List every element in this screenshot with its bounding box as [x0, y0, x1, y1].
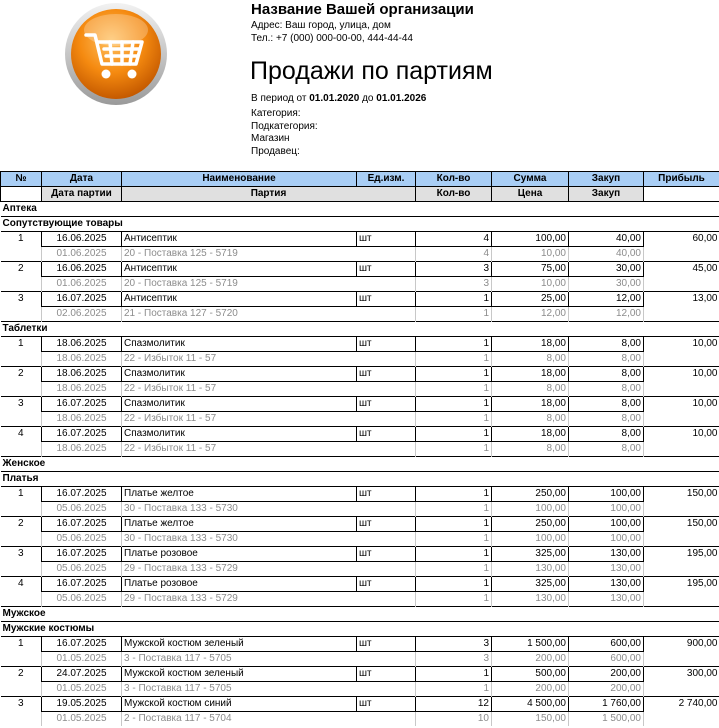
category-label: Аптека	[1, 202, 719, 217]
row-number: 3	[1, 397, 42, 412]
batch-cost: 1 500,00	[569, 712, 644, 727]
report-title: Продажи по партиям	[250, 57, 493, 85]
table-subheader-row	[1, 187, 719, 202]
batch-spacer-2	[644, 502, 719, 517]
table-row	[1, 262, 719, 277]
batch-spacer-2	[644, 412, 719, 427]
batch-date: 01.05.2025	[42, 682, 122, 697]
batch-spacer-2	[644, 682, 719, 697]
batch-date: 02.06.2025	[42, 307, 122, 322]
row-number: 2	[1, 517, 42, 532]
batch-qty: 4	[416, 247, 492, 262]
row-unit: шт	[357, 547, 416, 562]
batch-price: 100,00	[492, 502, 569, 517]
batch-cost: 130,00	[569, 562, 644, 577]
row-name: Антисептик	[122, 262, 357, 277]
batch-cost: 30,00	[569, 277, 644, 292]
batch-spacer-2	[644, 277, 719, 292]
batch-party: 22 - Избыток 11 - 57	[122, 442, 416, 457]
batch-cost: 100,00	[569, 502, 644, 517]
row-name: Спазмолитик	[122, 397, 357, 412]
row-name: Мужской костюм зеленый	[122, 637, 357, 652]
batch-spacer	[1, 352, 42, 367]
col-header-sum: Сумма	[492, 172, 569, 187]
period-mid: до	[362, 93, 374, 104]
batch-spacer-2	[644, 382, 719, 397]
row-sum: 325,00	[492, 577, 569, 592]
row-profit: 10,00	[644, 367, 719, 382]
batch-date: 18.06.2025	[42, 442, 122, 457]
row-unit: шт	[357, 697, 416, 712]
row-date: 24.07.2025	[42, 667, 122, 682]
category-label: Мужское	[1, 607, 719, 622]
col-header-batch-cost: Закуп	[569, 187, 644, 202]
row-date: 16.07.2025	[42, 547, 122, 562]
table-row	[1, 577, 719, 592]
row-sum: 25,00	[492, 292, 569, 307]
row-date: 18.06.2025	[42, 367, 122, 382]
subcategory-row	[1, 322, 719, 337]
row-qty: 12	[416, 697, 492, 712]
batch-party: 22 - Избыток 11 - 57	[122, 352, 416, 367]
batch-price: 130,00	[492, 562, 569, 577]
row-cost: 40,00	[569, 232, 644, 247]
batch-row	[1, 382, 719, 397]
row-name: Платье розовое	[122, 547, 357, 562]
batch-spacer	[1, 307, 42, 322]
batch-qty: 1	[416, 682, 492, 697]
subcategory-row	[1, 217, 719, 232]
batch-spacer-2	[644, 352, 719, 367]
batch-row	[1, 442, 719, 457]
batch-row	[1, 532, 719, 547]
batch-party: 22 - Избыток 11 - 57	[122, 412, 416, 427]
category-row	[1, 202, 719, 217]
batch-row	[1, 277, 719, 292]
table-row	[1, 232, 719, 247]
batch-spacer-2	[644, 442, 719, 457]
row-name: Антисептик	[122, 232, 357, 247]
row-profit: 150,00	[644, 487, 719, 502]
batch-spacer-2	[644, 532, 719, 547]
row-sum: 75,00	[492, 262, 569, 277]
row-qty: 1	[416, 367, 492, 382]
batch-price: 10,00	[492, 277, 569, 292]
batch-spacer	[1, 712, 42, 727]
row-unit: шт	[357, 292, 416, 307]
batch-date: 01.05.2025	[42, 712, 122, 727]
col-subheader-blank-2	[644, 187, 719, 202]
batch-date: 18.06.2025	[42, 352, 122, 367]
batch-date: 01.05.2025	[42, 652, 122, 667]
batch-spacer	[1, 277, 42, 292]
row-number: 1	[1, 637, 42, 652]
row-sum: 100,00	[492, 232, 569, 247]
batch-cost: 8,00	[569, 352, 644, 367]
col-header-batch: Партия	[122, 187, 416, 202]
col-header-name: Наименование	[122, 172, 357, 187]
batch-date: 18.06.2025	[42, 382, 122, 397]
filter-subcategory: Подкатегория:	[251, 120, 318, 132]
row-profit: 10,00	[644, 337, 719, 352]
batch-qty: 1	[416, 412, 492, 427]
period-date-to: 01.01.2026	[376, 93, 427, 104]
table-row	[1, 292, 719, 307]
col-header-date: Дата	[42, 172, 122, 187]
row-qty: 1	[416, 337, 492, 352]
batch-qty: 1	[416, 502, 492, 517]
row-date: 16.07.2025	[42, 577, 122, 592]
batch-price: 8,00	[492, 412, 569, 427]
row-unit: шт	[357, 337, 416, 352]
row-date: 16.07.2025	[42, 427, 122, 442]
batch-spacer	[1, 592, 42, 607]
batch-date: 05.06.2025	[42, 562, 122, 577]
subcategory-row	[1, 622, 719, 637]
batch-party: 3 - Поставка 117 - 5705	[122, 652, 416, 667]
table-row	[1, 547, 719, 562]
batch-price: 8,00	[492, 442, 569, 457]
shopping-cart-icon	[64, 2, 168, 106]
batch-date: 05.06.2025	[42, 502, 122, 517]
period-date-from: 01.01.2020	[309, 93, 360, 104]
row-profit: 900,00	[644, 637, 719, 652]
batch-spacer	[1, 682, 42, 697]
row-profit: 300,00	[644, 667, 719, 682]
row-cost: 12,00	[569, 292, 644, 307]
row-qty: 3	[416, 637, 492, 652]
table-row	[1, 667, 719, 682]
batch-party: 30 - Поставка 133 - 5730	[122, 532, 416, 547]
row-qty: 1	[416, 547, 492, 562]
batch-row	[1, 712, 719, 727]
batch-spacer	[1, 382, 42, 397]
batch-party: 3 - Поставка 117 - 5705	[122, 682, 416, 697]
batch-row	[1, 247, 719, 262]
row-name: Антисептик	[122, 292, 357, 307]
batch-row	[1, 562, 719, 577]
batch-cost: 8,00	[569, 442, 644, 457]
category-row	[1, 607, 719, 622]
row-sum: 250,00	[492, 487, 569, 502]
batch-date: 18.06.2025	[42, 412, 122, 427]
table-row	[1, 637, 719, 652]
batch-spacer	[1, 532, 42, 547]
batch-row	[1, 307, 719, 322]
batch-date: 01.06.2025	[42, 247, 122, 262]
row-unit: шт	[357, 637, 416, 652]
batch-spacer-2	[644, 307, 719, 322]
row-number: 1	[1, 232, 42, 247]
batch-cost: 8,00	[569, 412, 644, 427]
batch-date: 05.06.2025	[42, 592, 122, 607]
col-header-cost: Закуп	[569, 172, 644, 187]
table-row	[1, 427, 719, 442]
subcategory-row	[1, 472, 719, 487]
row-unit: шт	[357, 487, 416, 502]
row-number: 3	[1, 697, 42, 712]
batch-price: 130,00	[492, 592, 569, 607]
row-number: 3	[1, 547, 42, 562]
row-name: Платье розовое	[122, 577, 357, 592]
report-filters	[251, 108, 318, 158]
batch-spacer-2	[644, 562, 719, 577]
row-sum: 18,00	[492, 397, 569, 412]
organization-address: Адрес: Ваш город, улица, дом	[251, 20, 391, 31]
batch-spacer	[1, 412, 42, 427]
row-cost: 130,00	[569, 547, 644, 562]
row-sum: 18,00	[492, 427, 569, 442]
row-date: 16.06.2025	[42, 232, 122, 247]
row-number: 4	[1, 577, 42, 592]
row-qty: 1	[416, 292, 492, 307]
table-row	[1, 487, 719, 502]
row-number: 3	[1, 292, 42, 307]
row-date: 16.06.2025	[42, 262, 122, 277]
row-name: Спазмолитик	[122, 337, 357, 352]
row-qty: 1	[416, 487, 492, 502]
row-profit: 195,00	[644, 547, 719, 562]
row-sum: 325,00	[492, 547, 569, 562]
row-qty: 4	[416, 232, 492, 247]
batch-price: 150,00	[492, 712, 569, 727]
batch-party: 29 - Поставка 133 - 5729	[122, 592, 416, 607]
row-profit: 10,00	[644, 427, 719, 442]
row-cost: 8,00	[569, 367, 644, 382]
table-body	[1, 202, 719, 727]
row-number: 4	[1, 427, 42, 442]
batch-date: 01.06.2025	[42, 277, 122, 292]
row-unit: шт	[357, 517, 416, 532]
row-sum: 500,00	[492, 667, 569, 682]
sales-table	[0, 171, 719, 726]
row-unit: шт	[357, 262, 416, 277]
col-header-price: Цена	[492, 187, 569, 202]
batch-cost: 600,00	[569, 652, 644, 667]
row-sum: 4 500,00	[492, 697, 569, 712]
subcategory-label: Таблетки	[1, 322, 719, 337]
row-cost: 30,00	[569, 262, 644, 277]
batch-price: 12,00	[492, 307, 569, 322]
row-cost: 100,00	[569, 487, 644, 502]
batch-qty: 3	[416, 652, 492, 667]
batch-date: 05.06.2025	[42, 532, 122, 547]
batch-qty: 1	[416, 382, 492, 397]
row-date: 16.07.2025	[42, 637, 122, 652]
row-sum: 1 500,00	[492, 637, 569, 652]
table-row	[1, 697, 719, 712]
batch-spacer-2	[644, 712, 719, 727]
filter-store: Магазин	[251, 133, 290, 144]
batch-spacer-2	[644, 592, 719, 607]
batch-price: 10,00	[492, 247, 569, 262]
row-unit: шт	[357, 232, 416, 247]
col-header-batch-date: Дата партии	[42, 187, 122, 202]
row-cost: 600,00	[569, 637, 644, 652]
row-profit: 45,00	[644, 262, 719, 277]
batch-row	[1, 502, 719, 517]
batch-spacer	[1, 562, 42, 577]
batch-cost: 100,00	[569, 532, 644, 547]
row-date: 19.05.2025	[42, 697, 122, 712]
row-qty: 1	[416, 667, 492, 682]
company-logo	[64, 2, 168, 106]
row-number: 2	[1, 367, 42, 382]
row-name: Мужской костюм зеленый	[122, 667, 357, 682]
row-number: 2	[1, 262, 42, 277]
col-header-number: №	[1, 172, 42, 187]
batch-party: 20 - Поставка 125 - 5719	[122, 277, 416, 292]
row-qty: 1	[416, 427, 492, 442]
row-unit: шт	[357, 367, 416, 382]
organization-phone: Тел.: +7 (000) 000-00-00, 444-44-44	[251, 33, 413, 44]
col-subheader-blank	[1, 187, 42, 202]
batch-qty: 3	[416, 277, 492, 292]
row-name: Мужской костюм синий	[122, 697, 357, 712]
batch-qty: 1	[416, 532, 492, 547]
batch-row	[1, 412, 719, 427]
batch-spacer-2	[644, 247, 719, 262]
batch-spacer	[1, 247, 42, 262]
batch-spacer	[1, 442, 42, 457]
batch-cost: 8,00	[569, 382, 644, 397]
row-unit: шт	[357, 667, 416, 682]
row-sum: 250,00	[492, 517, 569, 532]
subcategory-label: Сопутствующие товары	[1, 217, 719, 232]
row-cost: 130,00	[569, 577, 644, 592]
col-header-profit: Прибыль	[644, 172, 719, 187]
batch-row	[1, 682, 719, 697]
batch-qty: 1	[416, 562, 492, 577]
batch-row	[1, 652, 719, 667]
table-row	[1, 367, 719, 382]
organization-name: Название Вашей организации	[251, 1, 474, 18]
batch-spacer	[1, 652, 42, 667]
batch-price: 200,00	[492, 652, 569, 667]
batch-price: 8,00	[492, 352, 569, 367]
col-header-qty: Кол-во	[416, 172, 492, 187]
batch-row	[1, 592, 719, 607]
batch-qty: 1	[416, 442, 492, 457]
row-unit: шт	[357, 427, 416, 442]
row-name: Платье желтое	[122, 517, 357, 532]
batch-party: 20 - Поставка 125 - 5719	[122, 247, 416, 262]
col-header-batch-qty: Кол-во	[416, 187, 492, 202]
batch-cost: 200,00	[569, 682, 644, 697]
subcategory-label: Платья	[1, 472, 719, 487]
batch-party: 2 - Поставка 117 - 5704	[122, 712, 416, 727]
row-cost: 100,00	[569, 517, 644, 532]
row-qty: 1	[416, 397, 492, 412]
row-date: 16.07.2025	[42, 397, 122, 412]
row-cost: 8,00	[569, 427, 644, 442]
row-name: Спазмолитик	[122, 427, 357, 442]
batch-party: 21 - Поставка 127 - 5720	[122, 307, 416, 322]
row-profit: 13,00	[644, 292, 719, 307]
row-sum: 18,00	[492, 367, 569, 382]
category-label: Женское	[1, 457, 719, 472]
col-header-unit: Ед.изм.	[357, 172, 416, 187]
row-number: 1	[1, 487, 42, 502]
row-name: Платье желтое	[122, 487, 357, 502]
batch-party: 30 - Поставка 133 - 5730	[122, 502, 416, 517]
row-profit: 2 740,00	[644, 697, 719, 712]
batch-spacer-2	[644, 652, 719, 667]
row-name: Спазмолитик	[122, 367, 357, 382]
filter-seller: Продавец:	[251, 145, 300, 157]
batch-price: 8,00	[492, 382, 569, 397]
batch-qty: 1	[416, 592, 492, 607]
row-profit: 10,00	[644, 397, 719, 412]
row-date: 16.07.2025	[42, 517, 122, 532]
row-number: 1	[1, 337, 42, 352]
batch-row	[1, 352, 719, 367]
table-header-row	[1, 172, 719, 187]
table-row	[1, 337, 719, 352]
subcategory-label: Мужские костюмы	[1, 622, 719, 637]
row-number: 2	[1, 667, 42, 682]
row-date: 16.07.2025	[42, 292, 122, 307]
row-profit: 195,00	[644, 577, 719, 592]
row-cost: 1 760,00	[569, 697, 644, 712]
row-qty: 1	[416, 577, 492, 592]
batch-qty: 1	[416, 307, 492, 322]
batch-price: 200,00	[492, 682, 569, 697]
row-profit: 150,00	[644, 517, 719, 532]
category-row	[1, 457, 719, 472]
row-profit: 60,00	[644, 232, 719, 247]
batch-party: 22 - Избыток 11 - 57	[122, 382, 416, 397]
row-qty: 1	[416, 517, 492, 532]
row-date: 16.07.2025	[42, 487, 122, 502]
filter-category: Категория:	[251, 108, 301, 119]
batch-spacer	[1, 502, 42, 517]
row-cost: 8,00	[569, 397, 644, 412]
row-unit: шт	[357, 397, 416, 412]
batch-price: 100,00	[492, 532, 569, 547]
report-period	[251, 93, 426, 104]
row-qty: 3	[416, 262, 492, 277]
row-date: 18.06.2025	[42, 337, 122, 352]
batch-cost: 12,00	[569, 307, 644, 322]
row-sum: 18,00	[492, 337, 569, 352]
batch-party: 29 - Поставка 133 - 5729	[122, 562, 416, 577]
period-prefix: В период от	[251, 93, 307, 104]
batch-cost: 40,00	[569, 247, 644, 262]
table-row	[1, 517, 719, 532]
row-cost: 8,00	[569, 337, 644, 352]
batch-cost: 130,00	[569, 592, 644, 607]
row-cost: 200,00	[569, 667, 644, 682]
table-row	[1, 397, 719, 412]
batch-qty: 1	[416, 352, 492, 367]
row-unit: шт	[357, 577, 416, 592]
batch-qty: 10	[416, 712, 492, 727]
